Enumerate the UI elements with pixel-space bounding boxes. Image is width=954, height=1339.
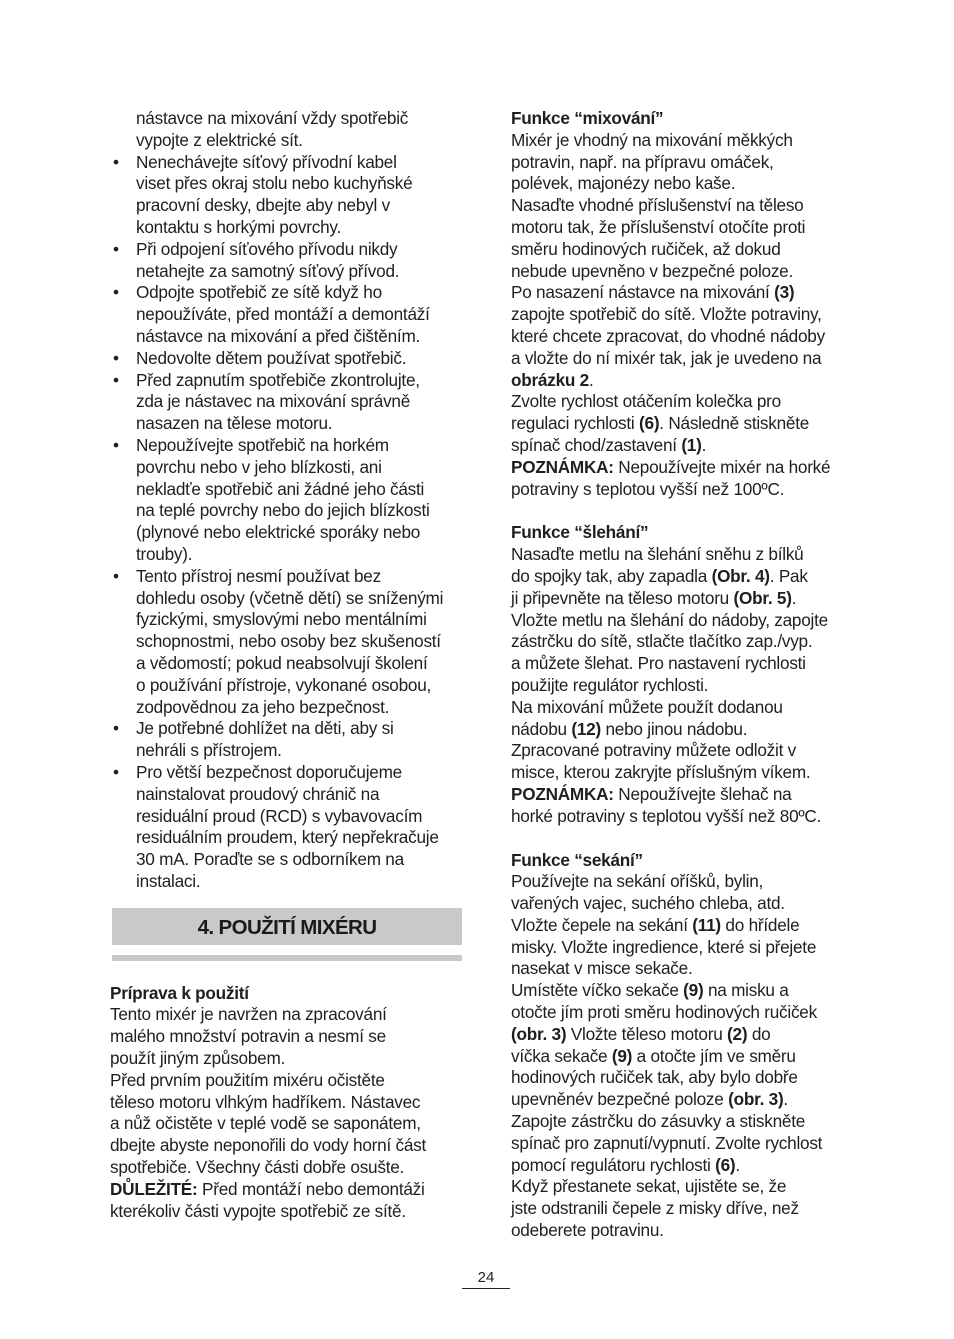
text-line: Zapojte zástrčku do zásuvky a stiskněte — [511, 1111, 806, 1132]
text-span: . — [701, 434, 707, 455]
bullet-item — [110, 239, 470, 283]
text-line: residuálním proudem, který nepřekračuje — [136, 827, 439, 848]
text-line: • Při odpojení síťového přívodu nikdy — [136, 238, 398, 259]
text-line: malého množství potravin a nesmí se — [110, 1026, 386, 1047]
text-line: nekladťe spotřebič ani žádné jeho části — [136, 478, 425, 499]
mixing-section — [511, 108, 863, 500]
text-line: povrchu nebo v jeho blízkosti, ani — [136, 456, 382, 477]
text-line: nástavce na mixování vždy spotřebič — [136, 108, 409, 128]
text-line: zodpovědnou za jeho bezpečnost. — [136, 696, 390, 717]
text-line: • Odpojte spotřebič ze sítě když ho — [136, 282, 382, 303]
text-line: zda je nástavec na mixování správně — [136, 391, 411, 412]
text-line: horké potraviny s teplotou vyšší než 80ºC. — [511, 805, 822, 826]
bullet-item — [110, 566, 470, 719]
note-line — [511, 784, 863, 806]
text-span: spínač chod/zastavení — [511, 434, 682, 455]
figure-ref: (obr. 3) — [511, 1023, 567, 1044]
text-line: otočte jím proti směru hodinových ručiček — [511, 1002, 817, 1023]
text-line — [511, 370, 863, 392]
whipping-section — [511, 522, 863, 827]
preparation-section — [110, 983, 470, 1223]
text-span: . — [791, 587, 797, 608]
figure-ref: (obr. 3) — [728, 1089, 784, 1110]
text-line: trouby). — [136, 543, 193, 564]
bullet-item — [110, 348, 470, 370]
text-span: Nepoužívejte mixér na horké — [613, 456, 831, 477]
text-span: pomocí regulátoru rychlosti — [511, 1154, 716, 1175]
text-span: . — [588, 369, 594, 390]
section-heading: Príprava k použití — [110, 982, 249, 1003]
text-line: • Před zapnutím spotřebiče zkontrolujte, — [136, 369, 420, 390]
part-ref: (1) — [681, 434, 702, 455]
text-line: • Nepoužívejte spotřebič na horkém — [136, 434, 389, 455]
text-span: Umístěte víčko sekače — [511, 980, 684, 1001]
part-ref: (11) — [692, 914, 721, 935]
part-ref: (12) — [571, 718, 601, 739]
text-line — [511, 566, 863, 588]
text-span: nebo jinou nádobu. — [600, 718, 748, 739]
text-line: misky. Vložte ingredience, které si přejete — [511, 936, 817, 957]
left-column — [110, 108, 470, 1222]
text-line: • Nenechávejte síťový přívodní kabel — [136, 151, 397, 172]
text-line — [511, 915, 863, 937]
text-line — [511, 588, 863, 610]
text-span: nádobu — [511, 718, 572, 739]
text-span: . Následně stiskněte — [659, 413, 810, 434]
text-span: . — [735, 1154, 740, 1175]
text-line: residuální proud (RCD) s vybavovacím — [136, 805, 423, 826]
note-label: POZNÁMKA: — [511, 456, 614, 477]
text-line: směru hodinových ručiček, až dokud — [511, 238, 781, 259]
text-span: víčka sekače — [511, 1045, 612, 1066]
text-line: které chcete zpracovat, do vhodné nádoby — [511, 325, 825, 346]
text-line: misce, kterou zakryjte příslušným víkem. — [511, 762, 811, 783]
text-line: Na mixování můžete použít dodanou — [511, 696, 783, 717]
text-line: Zpracované potraviny můžete odložit v — [511, 740, 796, 761]
bullet-item — [110, 282, 470, 347]
text-line: a vložte do ní mixér tak, jak je uvedeno na — [511, 347, 822, 368]
text-span: do hřídele — [720, 914, 800, 935]
text-line: potraviny s teplotou vyšší než 100ºC. — [511, 478, 785, 499]
note-line — [511, 457, 863, 479]
text-line: kterékoliv části vypojte spotřebič ze sítě. — [110, 1200, 406, 1221]
important-label: DŮLEŽITÉ: — [110, 1178, 198, 1199]
bullet-item — [110, 718, 470, 762]
text-line: fyzickými, smyslovými nebo mentálními — [136, 609, 427, 630]
text-line: o používání přístroje, vykonané osobou, — [136, 674, 432, 695]
text-span: a otočte jím ve směru — [632, 1045, 796, 1066]
section-heading: Funkce “sekání” — [511, 849, 643, 870]
text-line: a nůž očistěte v teplé vodě se saponátem, — [110, 1113, 421, 1134]
chopping-section — [511, 850, 863, 1242]
text-line: schopnostmi, nebo osoby bez skušeností — [136, 631, 441, 652]
part-ref: (9) — [611, 1045, 633, 1066]
text-line: • Nedovolte dětem používat spotřebič. — [136, 347, 407, 368]
text-line: Nasaďte metlu na šlehání sněhu z bílků — [511, 544, 804, 565]
text-line: jste odstranili čepele z misky dříve, než — [511, 1198, 799, 1219]
text-line: • Tento přístroj nesmí používat bez — [136, 565, 381, 586]
text-line: použijte regulátor rychlosti. — [511, 674, 709, 695]
part-ref: (6) — [639, 413, 660, 434]
text-line — [511, 1024, 863, 1046]
text-line: zástrčku do sítě, stlačte tlačítko zap./vyp. — [511, 631, 813, 652]
text-line: netahejte za samotný síťový přívod. — [136, 260, 400, 281]
text-line: odeberete potravinu. — [511, 1220, 664, 1241]
text-line: těleso motoru vlhkým hadříkem. Nástavec — [110, 1091, 421, 1112]
text-line: Nasaďte vhodné příslušenství na těleso — [511, 195, 804, 216]
figure-ref: (Obr. 4) — [711, 565, 770, 586]
important-note — [110, 1179, 470, 1201]
text-line: dohledu osoby (včetně dětí) se sníženými — [136, 587, 444, 608]
text-line: nepoužíváte, před montáží a demontáží — [136, 304, 430, 325]
text-line — [511, 282, 863, 304]
text-line: nasazen na tělese motoru. — [136, 413, 333, 434]
bullet-item — [110, 435, 470, 566]
text-span: ji připevněte na těleso motoru — [511, 587, 734, 608]
figure-ref: (Obr. 5) — [733, 587, 792, 608]
text-line: a vědomostí; pokud neabsolvují školení — [136, 652, 428, 673]
safety-bullet-list — [110, 152, 470, 893]
text-line: spínač pro zapnutí/vypnutí. Zvolte rychlost — [511, 1132, 823, 1153]
bullet-item — [110, 762, 470, 893]
text-line: vypojte z elektrické sít. — [136, 129, 303, 150]
text-line: nainstalovat proudový chránič na — [136, 783, 380, 804]
section-heading: Funkce “mixování” — [511, 108, 664, 128]
text-line: Mixér je vhodný na mixování měkkých — [511, 129, 793, 150]
bullet-item — [110, 152, 470, 239]
text-line: nehráli s přístrojem. — [136, 740, 282, 761]
text-line — [511, 435, 863, 457]
text-line: nasekat v misce sekače. — [511, 958, 693, 979]
text-line: • Pro větší bezpečnost doporučujeme — [136, 761, 402, 782]
text-line: Před prvním použitím mixéru očistěte — [110, 1069, 385, 1090]
bullet-item — [110, 370, 470, 435]
text-line: 30 mA. Poraďte se s odborníkem na — [136, 849, 404, 870]
text-line: Tento mixér je navržen na zpracování — [110, 1004, 387, 1025]
text-line — [511, 1089, 863, 1111]
text-line: Používejte na sekání oříšků, bylin, — [511, 871, 764, 892]
text-line: motoru tak, že příslušenství otočíte proti — [511, 216, 806, 237]
text-line: spotřebiče. Všechny části dobře osušte. — [110, 1157, 405, 1178]
text-line: nástavce na mixování a před čištěním. — [136, 325, 421, 346]
text-line: potravin, např. na přípravu omáček, — [511, 151, 774, 172]
text-line: Když přestanete sekat, ujistěte se, že — [511, 1176, 787, 1197]
note-label: POZNÁMKA: — [511, 783, 614, 804]
text-span: . — [783, 1089, 788, 1110]
text-span: Vložte čepele na sekání — [511, 914, 693, 935]
text-line: nebude upevněno v bezpečné poloze. — [511, 260, 794, 281]
text-span: na misku a — [703, 980, 789, 1001]
text-span: Vložte těleso motoru — [566, 1023, 728, 1044]
right-column — [511, 108, 863, 1242]
text-span: Před montáží nebo demontáži — [197, 1178, 425, 1199]
figure-ref: obrázku 2 — [511, 369, 589, 390]
text-line: pracovní desky, dbejte aby nebyl v — [136, 195, 390, 216]
text-line: • Je potřebné dohlížet na děti, aby si — [136, 718, 394, 739]
text-line — [511, 413, 863, 435]
part-ref: (2) — [727, 1023, 748, 1044]
text-line: zapojte spotřebič do sítě. Vložte potraviny, — [511, 304, 822, 325]
text-span: regulaci rychlosti — [511, 413, 640, 434]
text-span: do — [747, 1023, 771, 1044]
text-line: hodinových ručiček tak, aby bylo dobře — [511, 1067, 798, 1088]
page-number: 24 — [462, 1268, 510, 1289]
text-span: Nepoužívejte šlehač na — [613, 783, 792, 804]
text-line — [511, 1046, 863, 1068]
part-ref: (9) — [683, 980, 704, 1001]
section-heading: Funkce “šlehání” — [511, 522, 649, 543]
text-line: polévek, majonézy nebo kaše. — [511, 173, 736, 194]
text-line: a můžete šlehat. Pro nastavení rychlosti — [511, 653, 806, 674]
text-line: vařených vajec, suchého chleba, atd. — [511, 893, 785, 914]
text-span: do spojky tak, aby zapadla — [511, 565, 712, 586]
text-line: Vložte metlu na šlehání do nádoby, zapojte — [511, 609, 828, 630]
part-ref: (3) — [774, 282, 795, 303]
text-line: dbejte abyste neponořili do vody horní část — [110, 1135, 427, 1156]
text-line: (plynové nebo elektrické sporáky nebo — [136, 522, 421, 543]
text-line: Zvolte rychlost otáčením kolečka pro — [511, 391, 781, 412]
text-line: kontaktu s horkými povrchy. — [136, 216, 341, 237]
section-title-bar: 4. POUŽITÍ MIXÉRU — [112, 908, 462, 945]
text-line — [511, 719, 863, 741]
text-span: . Pak — [769, 565, 808, 586]
intro-paragraph — [110, 108, 470, 152]
text-line: instalaci. — [136, 870, 201, 891]
part-ref: (6) — [715, 1154, 736, 1175]
text-line — [511, 980, 863, 1002]
text-line: viset přes okraj stolu nebo kuchyňské — [136, 173, 413, 194]
text-line: na teplé povrchy nebo do jejich blízkosti — [136, 500, 430, 521]
text-span: Po nasazení nástavce na mixování — [511, 282, 775, 303]
text-line: použít jiným způsobem. — [110, 1048, 286, 1069]
text-span: upevněnév bezpečné poloze — [511, 1089, 729, 1110]
text-line — [511, 1155, 863, 1177]
